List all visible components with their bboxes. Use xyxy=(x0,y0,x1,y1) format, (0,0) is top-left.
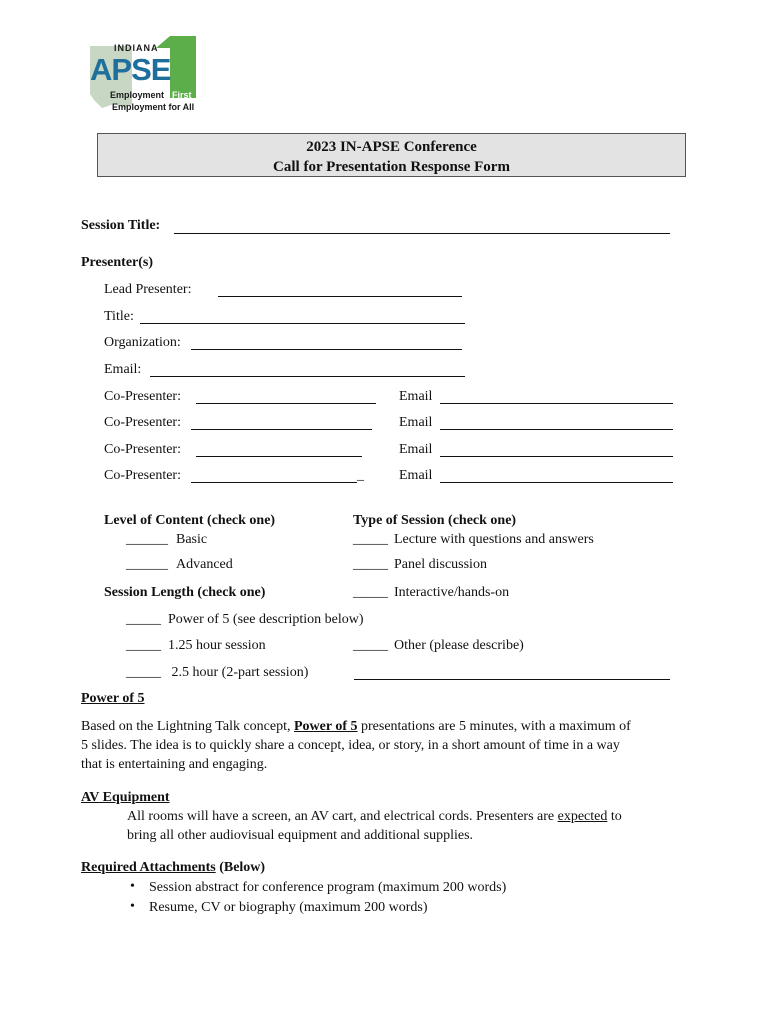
apse-logo xyxy=(84,34,202,118)
co-email-label-1: Email xyxy=(399,389,433,404)
type-other-label: Other (please describe) xyxy=(394,638,524,653)
length-125-blank[interactable]: _____ xyxy=(126,638,161,653)
av-line1a: All rooms will have a screen, an AV cart, and electrical cords. Presenters are xyxy=(127,809,558,824)
power5-text-a: Based on the Lightning Talk concept, xyxy=(81,719,294,734)
attachment-item-1: Session abstract for conference program (maximum 200 words) xyxy=(149,880,507,895)
av-expected: expected xyxy=(557,809,608,824)
co-email-field-1[interactable] xyxy=(440,403,673,404)
co-presenter-field-4-suffix: _ xyxy=(357,468,364,483)
level-basic-label: Basic xyxy=(176,532,208,547)
attachments-heading-suffix: (Below) xyxy=(215,860,266,875)
form-title-box xyxy=(97,133,686,177)
type-panel-blank[interactable]: _____ xyxy=(353,557,388,572)
organization-field[interactable] xyxy=(191,349,462,350)
length-power5-blank[interactable]: _____ xyxy=(126,612,161,627)
type-interactive-label: Interactive/hands-on xyxy=(394,585,510,600)
type-panel-label: Panel discussion xyxy=(394,557,487,572)
level-of-content-heading: Level of Content (check one) xyxy=(104,513,276,528)
bullet-icon: • xyxy=(130,899,135,914)
co-presenter-label-2: Co-Presenter: xyxy=(104,415,181,430)
presenter-title-field[interactable] xyxy=(140,323,465,324)
presenters-heading: Presenter(s) xyxy=(81,255,154,270)
logo-state-text: INDIANA xyxy=(114,43,159,53)
level-advanced-label: Advanced xyxy=(176,557,233,572)
logo-tagline-all: Employment for All xyxy=(112,102,195,112)
attachment-item-2: Resume, CV or biography (maximum 200 words) xyxy=(149,900,428,915)
av-line1b: to xyxy=(607,809,622,824)
power5-line2: 5 slides. The idea is to quickly share a concept, idea, or story, in a short amount of time in a way xyxy=(81,738,620,753)
co-presenter-label-1: Co-Presenter: xyxy=(104,389,181,404)
type-interactive-blank[interactable]: _____ xyxy=(353,585,388,600)
power5-heading: Power of 5 xyxy=(81,691,145,706)
power5-description xyxy=(81,717,691,774)
av-line2: bring all other audiovisual equipment and additional supplies. xyxy=(127,828,474,843)
organization-label: Organization: xyxy=(104,335,181,350)
av-description xyxy=(127,807,687,845)
length-25-blank[interactable]: _____ xyxy=(126,665,161,680)
email-label: Email: xyxy=(104,362,142,377)
attachments-heading xyxy=(81,860,265,876)
co-email-label-4: Email xyxy=(399,468,433,483)
type-lecture-label: Lecture with questions and answers xyxy=(394,532,594,547)
session-title-label: Session Title: xyxy=(81,218,161,233)
type-other-blank[interactable]: _____ xyxy=(353,638,388,653)
co-presenter-field-1[interactable] xyxy=(196,403,376,404)
co-email-field-2[interactable] xyxy=(440,429,673,430)
co-presenter-field-2[interactable] xyxy=(191,429,372,430)
av-heading: AV Equipment xyxy=(81,790,170,805)
form-title-line2: Call for Presentation Response Form xyxy=(273,159,510,175)
session-title-field[interactable] xyxy=(174,233,670,234)
form-title-line1: 2023 IN-APSE Conference xyxy=(306,139,477,155)
co-presenter-label-4: Co-Presenter: xyxy=(104,468,181,483)
lead-presenter-field[interactable] xyxy=(218,296,462,297)
logo-acronym: APSE xyxy=(90,52,171,87)
co-presenter-label-3: Co-Presenter: xyxy=(104,442,181,457)
co-email-field-3[interactable] xyxy=(440,456,673,457)
co-email-label-3: Email xyxy=(399,442,433,457)
attachments-heading-text: Required Attachments xyxy=(81,860,216,875)
type-of-session-heading: Type of Session (check one) xyxy=(353,513,517,528)
bullet-icon: • xyxy=(130,879,135,894)
power5-text-bold: Power of 5 xyxy=(294,719,358,734)
length-25-label: 2.5 hour (2-part session) xyxy=(168,665,309,680)
power5-text-b: presentations are 5 minutes, with a maximum of xyxy=(357,719,631,734)
logo-tagline-first: First xyxy=(172,90,192,100)
type-lecture-blank[interactable]: _____ xyxy=(353,532,388,547)
co-email-field-4[interactable] xyxy=(440,482,673,483)
co-presenter-field-3[interactable] xyxy=(196,456,362,457)
level-advanced-blank[interactable]: ______ xyxy=(126,557,168,572)
logo-tagline-employment: Employment xyxy=(110,90,165,100)
level-basic-blank[interactable]: ______ xyxy=(126,532,168,547)
co-presenter-field-4[interactable] xyxy=(191,482,357,483)
co-email-label-2: Email xyxy=(399,415,433,430)
email-field[interactable] xyxy=(150,376,465,377)
presenter-title-label: Title: xyxy=(104,309,134,324)
length-125-label: 1.25 hour session xyxy=(168,638,266,653)
power5-line3: that is entertaining and engaging. xyxy=(81,757,268,772)
lead-presenter-label: Lead Presenter: xyxy=(104,282,192,297)
type-other-describe-field[interactable] xyxy=(354,679,670,680)
length-power5-label: Power of 5 (see description below) xyxy=(168,612,364,627)
session-length-heading: Session Length (check one) xyxy=(104,585,266,600)
